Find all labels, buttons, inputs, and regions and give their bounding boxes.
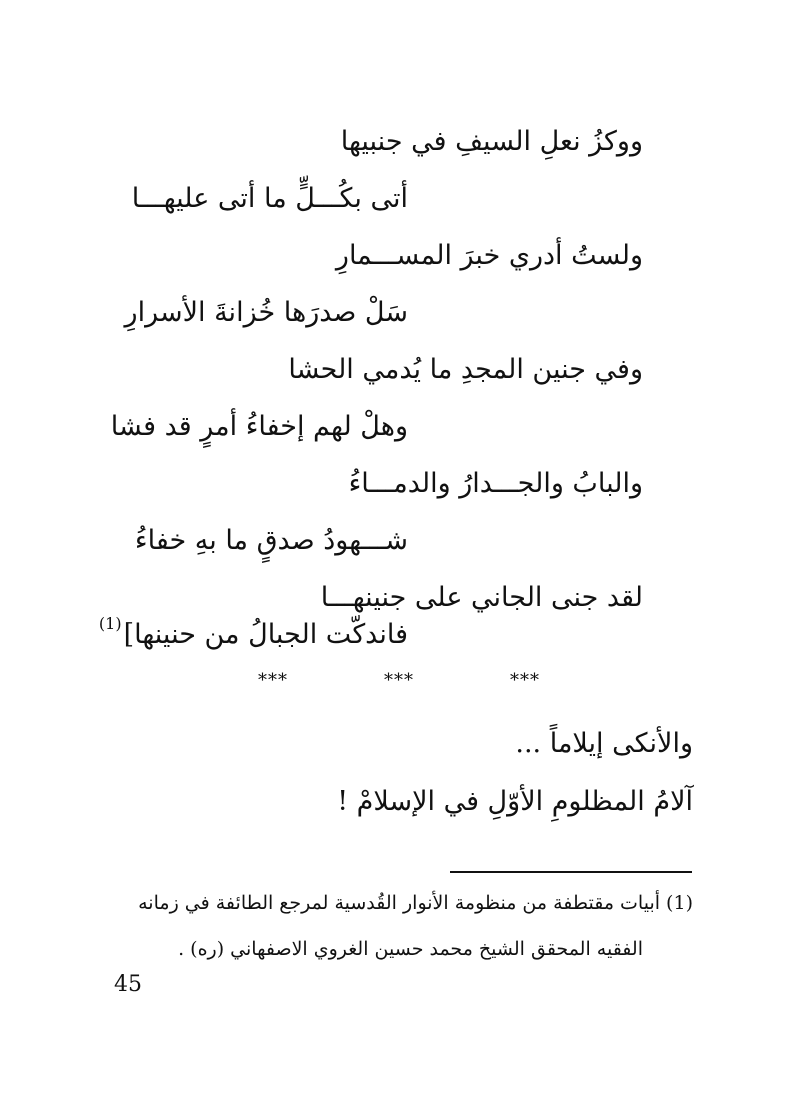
footnote-reference: (1) (98, 614, 122, 633)
verse-line-4: سَلْ صدرَها خُزانةَ الأسرارِ (124, 297, 408, 328)
verse-line-2: أتى بكُـــلٍّ ما أتى عليهـــا (131, 183, 408, 214)
footnote-line-2: الفقيه المحقق الشيخ محمد حسين الغروي الاصفهاني (ره) . (178, 938, 643, 960)
verse-line-7: والبابُ والجـــدارُ والدمـــاءُ (348, 468, 643, 499)
page-number: 45 (114, 972, 142, 997)
verse-line-10-text: فاندكّت الجبالُ من حنينها] (123, 619, 408, 650)
closing-line-1: والأنكى إيلاماً ... (515, 728, 693, 759)
footnote-divider (450, 871, 692, 873)
verse-line-3: ولستُ أدري خبرَ المســـمارِ (335, 240, 643, 271)
verse-line-10 (98, 614, 408, 650)
separator-stars: *** (510, 670, 540, 691)
separator-stars: *** (384, 670, 414, 691)
verse-line-9: لقد جنى الجاني على جنينهـــا (320, 582, 643, 613)
verse-line-6: وهلْ لهم إخفاءُ أمرٍ قد فشا (110, 411, 408, 442)
separator-stars: *** (258, 670, 288, 691)
verse-line-1: ووكزُ نعلِ السيفِ في جنبيها (340, 126, 643, 157)
closing-line-2: آلامُ المظلومِ الأوّلِ في الإسلامْ ! (337, 786, 693, 817)
footnote-line-1: (1) أبيات مقتطفة من منظومة الأنوار القُدسية لمرجع الطائفة في زمانه (138, 892, 693, 914)
verse-line-5: وفي جنين المجدِ ما يُدمي الحشا (288, 354, 643, 385)
section-separator (0, 670, 803, 700)
verse-line-8: شـــهودُ صدقٍ ما بهِ خفاءُ (134, 525, 408, 556)
